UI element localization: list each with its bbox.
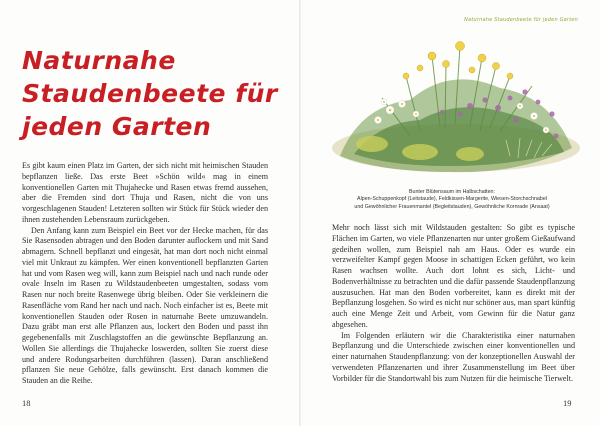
title-line: Staudenbeete für <box>22 79 278 108</box>
paragraph: Den Anfang kann zum Beispiel ein Beet vor der Hecke machen, für das Sie Rasensoden abtragen und den Boden darunter auflockern und mit Sand abmagern. Schnell bepflanzt und eingesät, hat man dort noch nicht einmal viel mit Unkraut zu kämpfen. Wer einen konventionell bepflanzten Garten hat und vom Rasen weg will, kann zum Beispiel nach und nach runde oder ovale Inseln im Rasen zu Wildstaudenbeeten umgestalten, sodass vom Rasen nur noch breite Rasenwege übrig bleiben. Oder Sie verkleinern die Rasenfläche vom Rand her nach und nach. Noch einfacher ist es, Beete mit konventionellen Stauden oder Rosen in naturnahe Beete umzuwandeln. Dazu gräbt man erst alle Pflanzen aus, lockert den Boden und passt ihn gegebenenfalls mit Zuschlagstoffen an die gewünschte Bepflanzung an. Wollen Sie allerdings die Thujahecke loswerden, sollten Sie zuerst diese und andere Rodungsarbeiten durchführen (lassen). Daran anschließend pflanzen Sie neue Gehölze, falls gewünscht. Erst danach kommen die Stauden an die Reihe. <box>22 225 268 385</box>
caption-line: Alpen-Schuppenkopf (Leitstaude), Feldkissen-Margerite, Wiesen-Storchschnabel <box>357 196 547 203</box>
illustration-caption <box>336 189 568 211</box>
paragraph: Mehr noch lässt sich mit Wildstauden gestalten: So gibt es typische Flächen im Garten, wo viele Pflanzenarten nur unter großem Gießaufwand gedeihen wollen, zum Beispiel nah am Haus. Oder es wurde ein verzweifelter Kampf gegen Moose in schattigen Ecken geführt, wo kein Rasen wachsen wollte. Auch dort lohnt es sich, Licht- und Bodenverhältnisse zu betrachten und die dafür passende Staudenpflanzung auszusuchen. Hat man den Boden vorbereitet, kann es direkt mit der Bepflanzung losgehen. So wird es nicht nur schöner aus, man spart künftig auch eine Menge Zeit und Arbeit, vom Gewinn für die Natur ganz abgesehen. <box>332 223 575 329</box>
running-header: Naturnahe Staudenbeete für jeden Garten <box>464 17 578 23</box>
flower-bed-illustration <box>320 36 585 176</box>
page-number-right: 19 <box>563 398 572 408</box>
paragraph: Im Folgenden erläutern wir die Charakteristika einer naturnahen Bepflanzung und die Unterschiede zwischen einer konventionellen und einer naturnahen Staudenpflanzung: von der konzeptionellen Auswahl der verwendeten Pflanzenarten und ihrer Zusammenstellung im Beet über Vorbilder für die Standortwahl bis zum Nutzen für die heimische Tierwelt. <box>332 330 575 383</box>
chapter-title <box>22 44 282 143</box>
left-body-text <box>22 161 268 387</box>
caption-line: und Gewöhnlicher Frauenmantel (Begleitstauden), Gewöhnliche Kornrade (Ansaat) <box>354 203 550 210</box>
right-body-text <box>332 223 575 384</box>
title-line: Naturnahe <box>22 46 176 75</box>
right-page <box>300 0 600 426</box>
title-line: jeden Garten <box>22 112 212 141</box>
page-number-left: 18 <box>22 398 31 408</box>
paragraph: Es gibt kaum einen Platz im Garten, der sich nicht mit heimischen Stauden bepflanzen ließe. Das erste Beet »Schön wild« mag in einem konventionellen Garten mit Thujahecke und Rasen etwas fremd aussehen, aber die Fremden sind dort Thuja und Rasen, nicht die von uns vorgeschlagenen Stauden! Letzteren sollten wir Stück für Stück wieder den ihnen zustehenden Lebensraum zurückgeben. <box>22 161 268 224</box>
caption-line: Bunter Blütensaum im Halbschatten: <box>409 189 495 195</box>
